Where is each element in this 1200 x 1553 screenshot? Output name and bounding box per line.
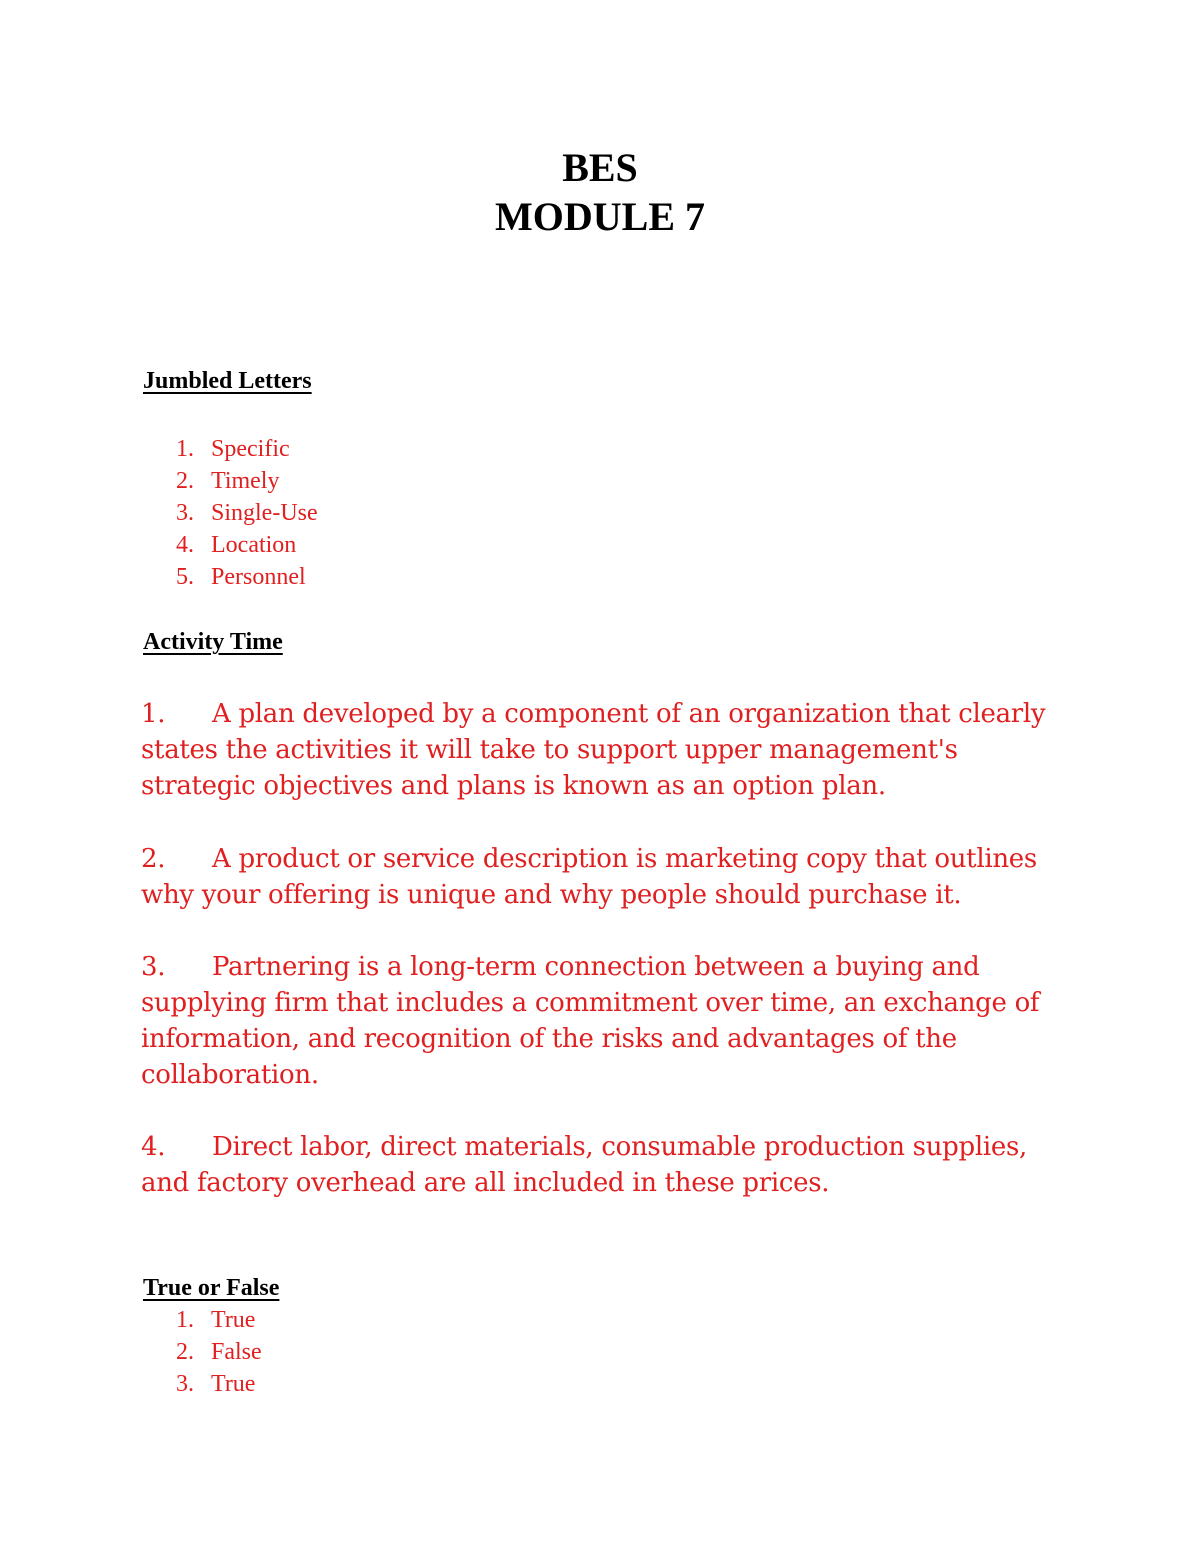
activity-item bbox=[141, 1129, 1071, 1201]
list-item-answer: Single-Use bbox=[211, 500, 318, 526]
list-item bbox=[176, 1336, 262, 1368]
activity-item-text: A plan developed by a component of an organization that clearly states the activities it will take to support upper management's strategic objectives and plans is known as an option plan. bbox=[141, 699, 1046, 801]
activity-item-number: 3. bbox=[141, 952, 166, 982]
activity-item bbox=[141, 841, 1071, 913]
section-heading-true-or-false: True or False bbox=[143, 1275, 280, 1301]
document-title: BES bbox=[562, 145, 638, 190]
list-item bbox=[176, 497, 318, 529]
activity-item bbox=[141, 696, 1071, 804]
list-item bbox=[176, 465, 318, 497]
list-item-number: 3. bbox=[176, 500, 194, 526]
jumbled-letters-list bbox=[176, 433, 318, 593]
activity-item-text: Direct labor, direct materials, consumable production supplies, and factory overhead are all included in these prices. bbox=[141, 1132, 1027, 1198]
activity-item-text: A product or service description is marketing copy that outlines why your offering is unique and why people should purchase it. bbox=[141, 844, 1037, 910]
list-item-number: 4. bbox=[176, 532, 194, 558]
activity-item-number: 2. bbox=[141, 844, 166, 874]
true-false-list bbox=[176, 1304, 262, 1400]
list-item-answer: True bbox=[211, 1371, 256, 1397]
section-heading-activity-time: Activity Time bbox=[143, 629, 283, 655]
list-item-number: 1. bbox=[176, 1307, 194, 1333]
list-item-number: 1. bbox=[176, 436, 194, 462]
list-item-answer: Specific bbox=[211, 436, 290, 462]
section-heading-jumbled-letters: Jumbled Letters bbox=[143, 368, 312, 394]
list-item-answer: True bbox=[211, 1307, 256, 1333]
list-item bbox=[176, 561, 318, 593]
list-item bbox=[176, 1368, 262, 1400]
document-subtitle: MODULE 7 bbox=[495, 194, 705, 239]
list-item-answer: False bbox=[211, 1339, 262, 1365]
list-item bbox=[176, 529, 318, 561]
activity-item-number: 4. bbox=[141, 1132, 166, 1162]
list-item-answer: Timely bbox=[211, 468, 280, 494]
list-item-answer: Personnel bbox=[211, 564, 306, 590]
activity-item-text: Partnering is a long-term connection between a buying and supplying firm that includes a commitment over time, an exchange of information, and recognition of the risks and advantages of the collaboration. bbox=[141, 952, 1040, 1090]
list-item-number: 2. bbox=[176, 1339, 194, 1365]
list-item-number: 3. bbox=[176, 1371, 194, 1397]
list-item-number: 5. bbox=[176, 564, 194, 590]
list-item bbox=[176, 433, 318, 465]
list-item-answer: Location bbox=[211, 532, 297, 558]
list-item-number: 2. bbox=[176, 468, 194, 494]
list-item bbox=[176, 1304, 262, 1336]
activity-item-number: 1. bbox=[141, 699, 166, 729]
activity-item bbox=[141, 949, 1071, 1093]
